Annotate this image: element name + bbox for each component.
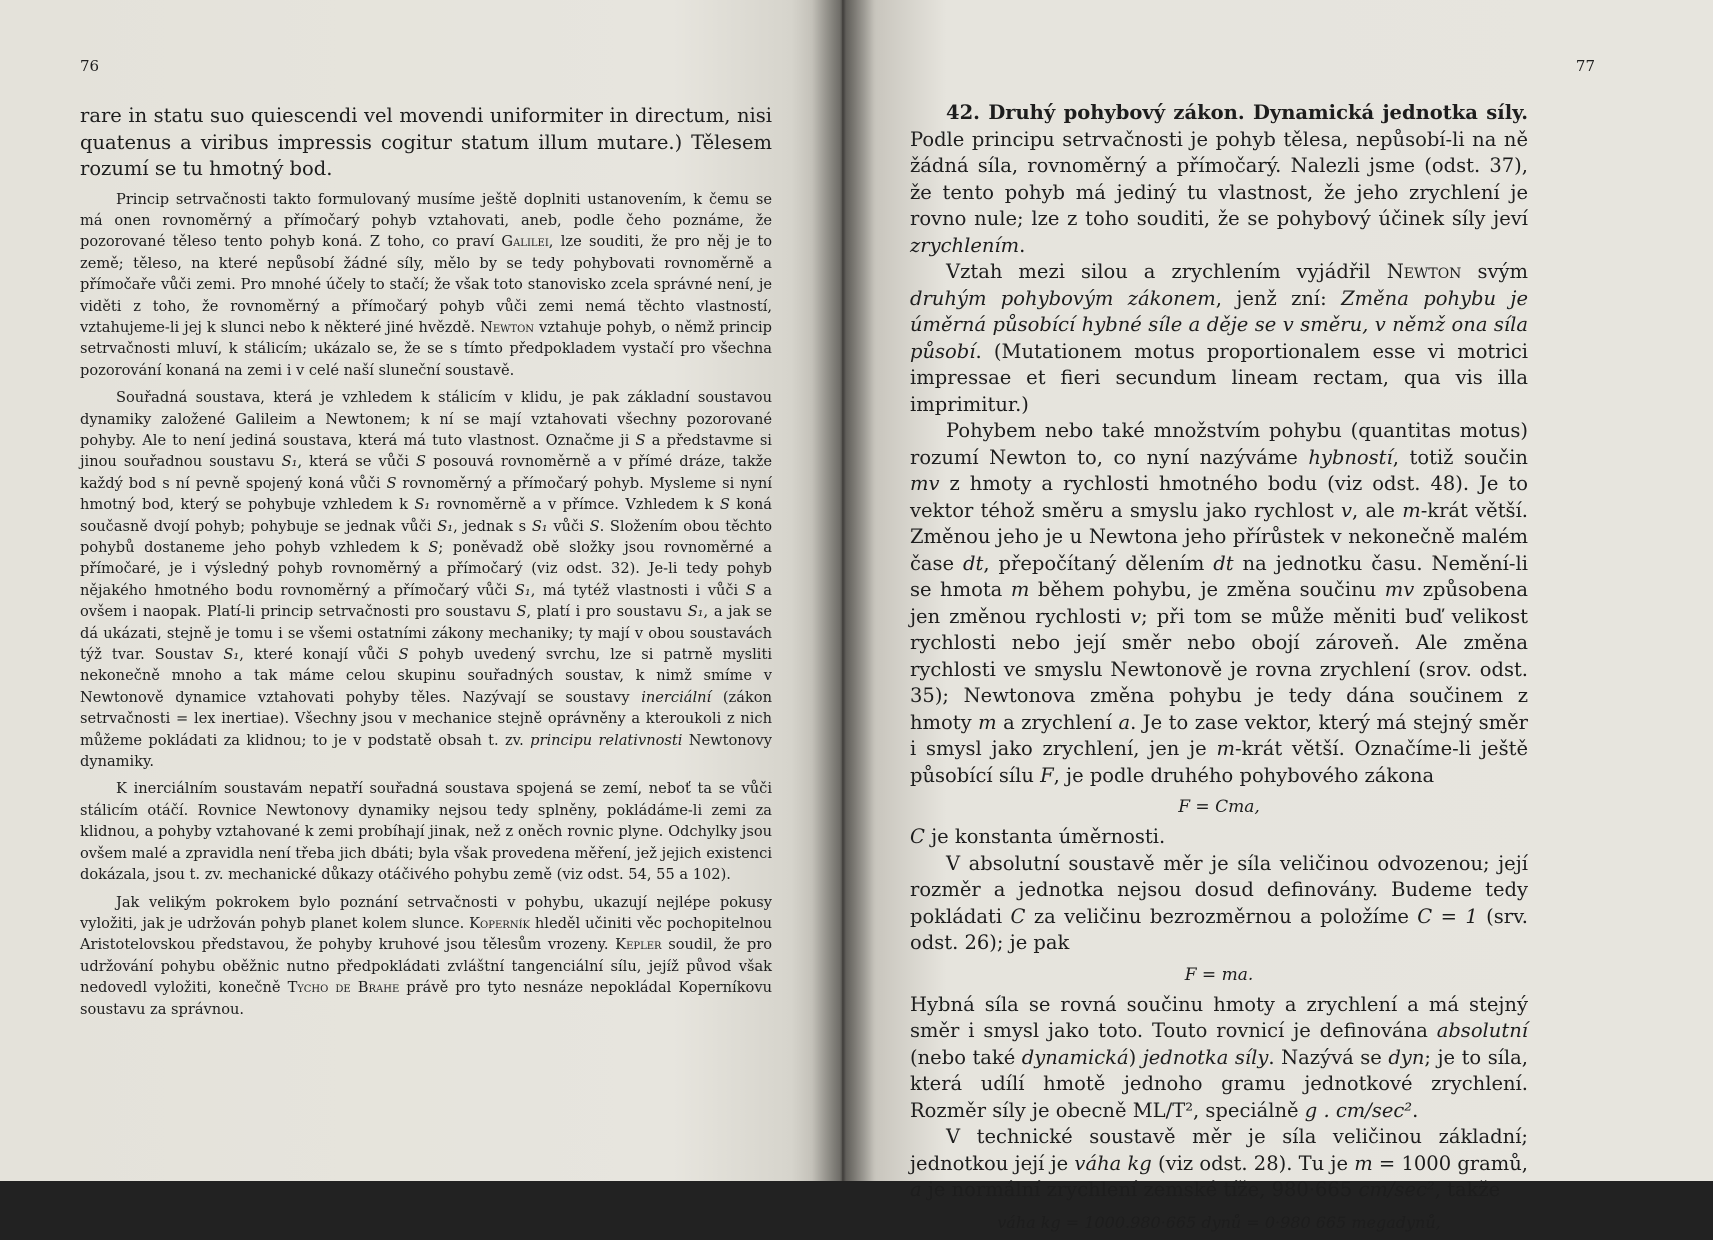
formula-f-cma: F = Cma, [1178, 797, 1260, 817]
left-paragraph-1: rare in statu suo quiescendi vel movendi uniformiter in directum, nisi quatenus a viribus impressis cogitur statum illum mutare.) Tělesem rozumí se tu hmotný bod. [80, 104, 772, 180]
left-paragraph-5: Jak velikým pokrokem bylo poznání setrvačnosti v pohybu, ukazují nejlépe pokusy vyložiti, jak je udržován pohyb planet kolem slunce. Koperník hleděl učiniti věc pochopitelnou Aristotelovskou představou, že pohyby kruhové jsou tělesům vrozeny. Kepler soudil, že pro udržování pohybu oběžnic nutno předpokládati zvláštní tangenciální sílu, jejíž původ však nedovedl vyložiti, konečně Tycho de Brahe právě pro tyto nesnáze nepokládal Koperníkovu soustavu za správnou. [80, 893, 772, 1018]
left-text-column [80, 103, 772, 1020]
right-paragraph-4: C je konstanta úměrnosti. [910, 825, 1166, 848]
right-paragraph-5: V absolutní soustavě měr je síla veličinou odvozenou; její rozměr a jednotka nejsou dosud definovány. Budeme tedy pokládati C za veličinu bezrozměrnou a položíme C = 1 (srv. odst. 26); je pak [910, 851, 1529, 954]
right-page [842, 0, 1713, 1232]
formula-vaha-kg: váha kg = 1000.980·665 dynů = 0·980 665 megadynů, [997, 1212, 1441, 1232]
page-number-right: 77 [1575, 57, 1595, 75]
right-paragraph-3: Pohybem nebo také množstvím pohybu (quantitas motus) rozumí Newton to, co nyní nazýváme hybností, totiž součin mv z hmoty a rychlosti hmotného bodu (viz odst. 48). Je to vektor téhož směru a smyslu jako rychlost v, ale m-krát větší. Změnou jeho je u Newtona jeho přírůstek v nekonečně malém čase dt, přepočítaný dělením dt na jednotku času. Nemění-li se hmota m během pohybu, je změna součinu mv způsobena jen změnou rychlosti v; při tom se může měniti buď velikost rychlosti nebo její směr nebo obojí zároveň. Ale změna rychlosti ve smyslu Newtonově je rovna zrychlení (srov. odst. 35); Newtonova změna pohybu je tedy dána součinem z hmoty m a zrychlení a. Je to zase vektor, který má stejný směr i smysl jako zrychlení, jen je m-krát větší. Označíme-li ještě působící sílu F, je podle druhého pohybového zákona [910, 419, 1529, 787]
section-heading: 42. Druhý pohybový zákon. Dynamická jednotka síly. [946, 101, 1528, 124]
right-paragraph-2: Vztah mezi silou a zrychlením vyjádřil Newton svým druhým pohybovým zákonem, jenž zní: Změna pohybu je úměrná působící hybné síle a děje se v směru, v němž ona síla působí. (Mutationem motus proportionalem esse vi motrici impressae et fieri secundum lineam rectam, qua vis illa imprimitur.) [910, 260, 1529, 416]
left-paragraph-4: K inerciálním soustavám nepatří souřadná soustava spojená se zemí, neboť ta se vůči stálicím otáčí. Rovnice Newtonovy dynamiky nejsou tedy splněny, pokládáme-li zemi za klidnou, a pohyby vztahované k zemi probíhají jinak, než z oněch rovnic plyne. Odchylky jsou ovšem malé a zpravidla není třeba jich dbáti; byla však provedena měření, jež jejich existenci dokázala, jsou t. zv. mechanické důkazy otáčivého pohybu země (viz odst. 54, 55 a 102). [80, 780, 772, 884]
right-text-column [910, 100, 1528, 1240]
left-paragraph-2: Princip setrvačnosti takto formulovaný musíme ještě doplniti ustanovením, k čemu se má onen rovnoměrný a přímočarý pohyb vztahovati, aneb, podle čeho poznáme, že pozorované těleso tento pohyb koná. Z toho, co praví Galilei, lze souditi, že pro něj je to země; těleso, na které nepůsobí žádné síly, mělo by se tedy pohybovati rovnoměrně a přímočaře vůči zemi. Pro mnohé účely to stačí; že však toto stanovisko zcela správné není, je viděti z toho, že rovnoměrný a přímočarý pohyb vůči zemi nemá těchto vlastností, vztahujeme-li jej k slunci nebo k některé jiné hvězdě. Newton vztahuje pohyb, o němž princip setrvačnosti mluví, k stálicím; ukázalo se, že se s tímto předpokladem vystačí pro všechna pozorování konaná na zemi i v celé naší sluneční soustavě. [80, 190, 772, 379]
left-paragraph-3: Souřadná soustava, která je vzhledem k stálicím v klidu, je pak základní soustavou dynamiky založené Galileim a Newtonem; k ní se mají vztahovati všechny pozorované pohyby. Ale to není jediná soustava, která má tuto vlastnost. Označme ji S a představme si jinou souřadnou soustavu S₁, která se vůči S posouvá rovnoměrně a v přímé dráze, takže každý bod s ní pevně spojený koná vůči S rovnoměrný a přímočarý pohyb. Mysleme si nyní hmotný bod, který se pohybuje vzhledem k S₁ rovnoměrně a v přímce. Vzhledem k S koná současně dvojí pohyb; pohybuje se jednak vůči S₁, jednak s S₁ vůči S. Složením obou těchto pohybů dostaneme jeho pohyb vzhledem k S; poněvadž obě složky jsou rovnoměrné a přímočaré, je i výsledný pohyb rovnoměrný a přímočarý (viz odst. 32). Je-li tedy pohyb nějakého hmotného bodu rovnoměrný a přímočarý vůči S₁, má tytéž vlastnosti i vůči S a ovšem i naopak. Platí-li princip setrvačnosti pro soustavu S, platí i pro soustavu S₁, a jak se dá ukázati, stejně je tomu i se všemi ostatními zákony mechaniky; ty mají v obou soustavách týž tvar. Soustav S₁, které konají vůči S pohyb uvedený svrchu, lze si patrně mysliti nekonečně mnoho a tak máme celou skupinu souřadných soustav, k nimž smíme v Newtonově dynamice vztahovati pohyby těles. Nazývají se soustavy inerciální (zákon setrvačnosti = lex inertiae). Všechny jsou v mechanice stejně oprávněny a kteroukoli z nich můžeme pokládati za klidnou; to je v podstatě obsah t. zv. principu relativnosti Newtonovy dynamiky. [80, 389, 773, 771]
section-42-paragraph: 42. Druhý pohybový zákon. Dynamická jednotka síly. Podle principu setrvačnosti je pohyb tělesa, nepůsobí-li na ně žádná síla, rovnoměrný a přímočarý. Nalezli jsme (odst. 37), že tento pohyb má jediný tu vlastnost, že jeho zrychlení je rovno nule; lze z toho souditi, že se pohybový účinek síly jeví zrychlením. [910, 101, 1528, 257]
right-paragraph-7: V technické soustavě měr je síla veličinou základní; jednotkou její je váha kg (viz odst. 28). Tu je m = 1000 gramů, a je normální zrychlení zemské tíže, 980·665 cm/sec², takže [910, 1125, 1528, 1201]
page-number-left: 76 [80, 57, 100, 75]
right-paragraph-6: Hybná síla se rovná součinu hmoty a zrychlení a má stejný směr i smysl jako toto. Touto rovnicí je definována absolutní (nebo také dynamická) jednotka síly. Nazývá se dyn; je to síla, která udílí hmotě jednoho gramu jednotkové zrychlení. Rozměr síly je obecně ML/T², speciálně g . cm/sec². [910, 992, 1528, 1122]
book-spine-shadow [812, 0, 874, 1181]
formula-f-ma: F = ma. [1184, 964, 1254, 985]
left-page [0, 0, 842, 1181]
